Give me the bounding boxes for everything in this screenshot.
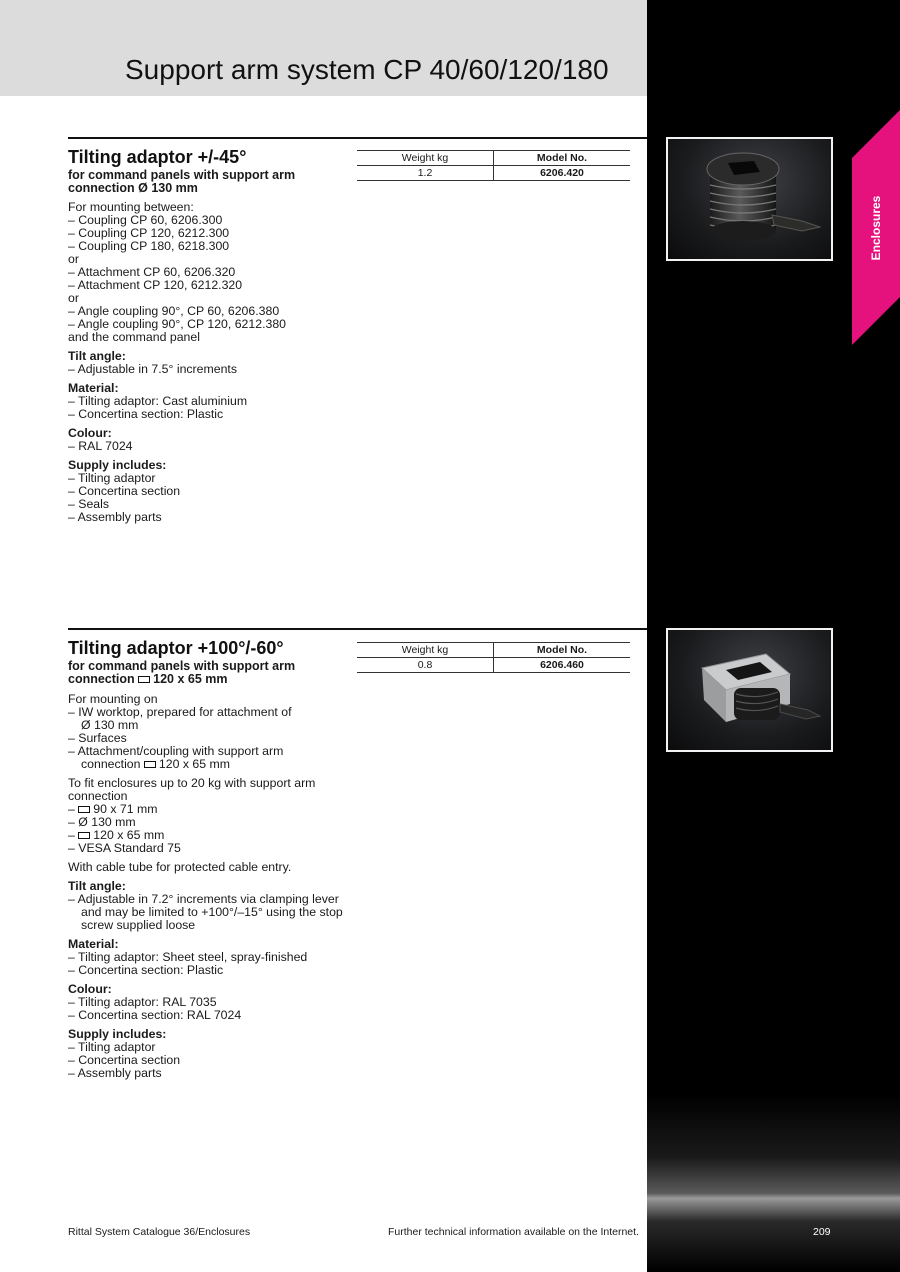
subtitle-line-2 (68, 673, 338, 686)
page-number: 209 (813, 1226, 831, 1238)
subtitle-dimension: 120 x 65 mm (153, 672, 228, 686)
category-tab-label-box (852, 110, 900, 345)
weight-value: 0.8 (357, 658, 494, 673)
steel-adaptor-icon (668, 630, 831, 750)
supply-heading: Supply includes: (68, 1027, 167, 1041)
section-divider (68, 628, 647, 630)
list-item: – Surfaces (68, 731, 127, 745)
concertina-adaptor-photo (666, 137, 833, 261)
footer-note: Further technical information available on the Internet. (388, 1226, 639, 1238)
list-item: – Tilting adaptor: RAL 7035 (68, 995, 217, 1009)
page-title: Support arm system CP 40/60/120/180 (125, 54, 609, 85)
category-tab-label: Enclosures (869, 195, 883, 260)
fit-intro: To fit enclosures up to 20 kg with support arm (68, 776, 316, 790)
list-item: and the command panel (68, 330, 200, 344)
subtitle-prefix: connection (68, 672, 135, 686)
tilt-heading: Tilt angle: (68, 349, 126, 363)
product-title: Tilting adaptor +/-45° (68, 147, 247, 167)
weight-value: 1.2 (357, 166, 494, 181)
product-description (68, 693, 353, 1086)
steel-adaptor-photo (666, 628, 833, 752)
weight-column-header: Weight kg (357, 151, 494, 166)
list-item: – Coupling CP 180, 6218.300 (68, 239, 230, 253)
model-column-header: Model No. (494, 643, 631, 658)
list-item-continuation: and may be limited to +100°/–15° using the stop (81, 905, 343, 919)
connection-dimension: 120 x 65 mm (158, 757, 230, 771)
list-item: – Concertina section: RAL 7024 (68, 1008, 242, 1022)
list-item: – Coupling CP 120, 6212.300 (68, 226, 230, 240)
table-header-row (357, 643, 630, 658)
table-row (357, 166, 630, 181)
rectangle-icon (144, 761, 156, 768)
mounting-intro: For mounting between: (68, 200, 194, 214)
subtitle-line: connection Ø 130 mm (68, 181, 198, 195)
product-subtitle (68, 660, 338, 686)
product-title: Tilting adaptor +100°/-60° (68, 638, 284, 658)
list-item: – Attachment CP 60, 6206.320 (68, 265, 236, 279)
model-number: 6206.460 (494, 658, 631, 673)
list-item: – Angle coupling 90°, CP 120, 6212.380 (68, 317, 287, 331)
material-heading: Material: (68, 937, 119, 951)
rectangle-icon (78, 832, 90, 839)
list-item: – Adjustable in 7.5° increments (68, 362, 237, 376)
rectangle-icon (138, 676, 150, 683)
list-item: – Concertina section (68, 1053, 181, 1067)
list-item: – Seals (68, 497, 110, 511)
weight-column-header: Weight kg (357, 643, 494, 658)
list-item: – Tilting adaptor (68, 1040, 156, 1054)
list-item: – Concertina section: Plastic (68, 407, 224, 421)
fit-dimension: 90 x 71 mm (93, 802, 158, 816)
mounting-intro: For mounting on (68, 692, 158, 706)
dash: – (68, 802, 75, 816)
rectangle-icon (78, 806, 90, 813)
spec-table (357, 642, 630, 673)
list-item: – Ø 130 mm (68, 815, 136, 829)
material-heading: Material: (68, 381, 119, 395)
concertina-adaptor-icon (668, 139, 831, 259)
colour-heading: Colour: (68, 426, 112, 440)
dash: – (68, 828, 75, 842)
list-item: – Angle coupling 90°, CP 60, 6206.380 (68, 304, 280, 318)
fit-dimension: 120 x 65 mm (93, 828, 165, 842)
list-item: – Tilting adaptor: Cast aluminium (68, 394, 248, 408)
list-item (68, 758, 353, 771)
supply-heading: Supply includes: (68, 458, 167, 472)
list-item: – VESA Standard 75 (68, 841, 181, 855)
list-item-continuation: screw supplied loose (81, 918, 196, 932)
list-item: – Adjustable in 7.2° increments via clamping lever (68, 892, 339, 906)
list-item: Ø 130 mm (81, 718, 139, 732)
list-item: – Coupling CP 60, 6206.300 (68, 213, 223, 227)
product-description (68, 201, 353, 530)
list-item: or (68, 252, 79, 266)
list-item: or (68, 291, 79, 305)
list-item: – Tilting adaptor (68, 471, 156, 485)
table-row (357, 658, 630, 673)
product-subtitle (68, 169, 338, 195)
list-item: – Concertina section (68, 484, 181, 498)
colour-heading: Colour: (68, 982, 112, 996)
spec-table (357, 150, 630, 181)
model-number: 6206.420 (494, 166, 631, 181)
list-item: – Attachment/coupling with support arm (68, 744, 284, 758)
tilt-heading: Tilt angle: (68, 879, 126, 893)
subtitle-line: for command panels with support arm (68, 168, 296, 182)
section-divider (68, 137, 647, 139)
list-item: – Attachment CP 120, 6212.320 (68, 278, 243, 292)
model-column-header: Model No. (494, 151, 631, 166)
subtitle-line: for command panels with support arm (68, 659, 296, 673)
fit-intro: connection (68, 789, 128, 803)
cable-note: With cable tube for protected cable entry. (68, 860, 292, 874)
list-item: – Assembly parts (68, 510, 162, 524)
list-item: – Assembly parts (68, 1066, 162, 1080)
list-item: – Concertina section: Plastic (68, 963, 224, 977)
list-item: – Tilting adaptor: Sheet steel, spray-finished (68, 950, 308, 964)
connection-word: connection (81, 757, 141, 771)
table-header-row (357, 151, 630, 166)
list-item: – IW worktop, prepared for attachment of (68, 705, 292, 719)
footer-catalogue: Rittal System Catalogue 36/Enclosures (68, 1226, 251, 1238)
list-item: – RAL 7024 (68, 439, 133, 453)
